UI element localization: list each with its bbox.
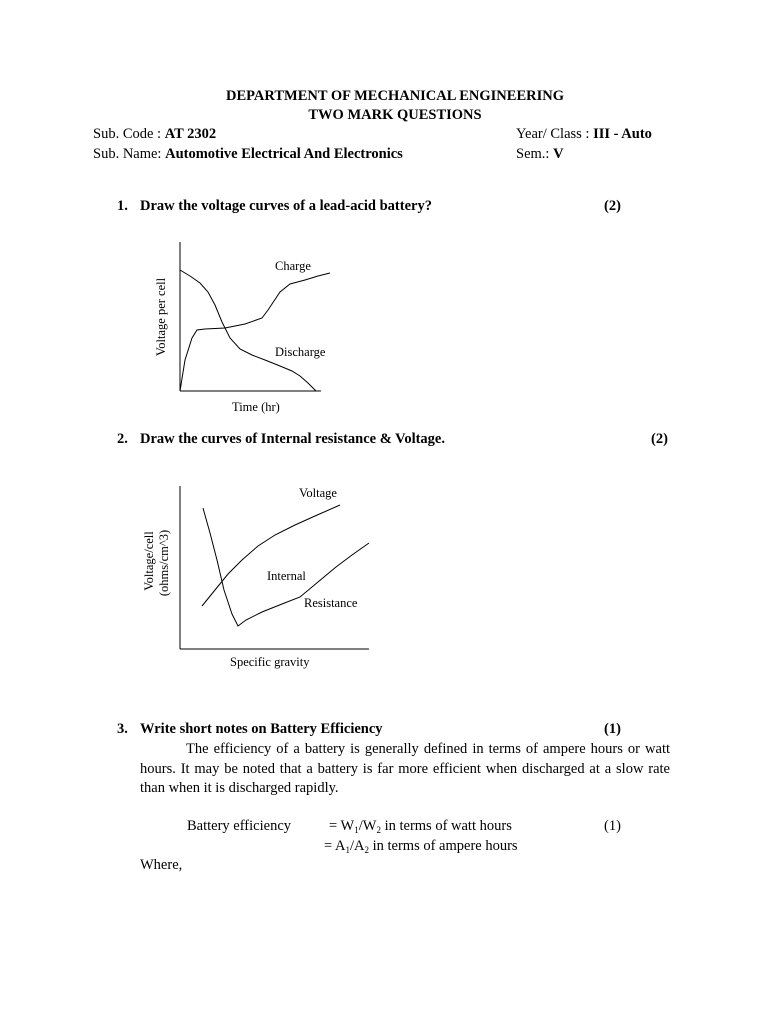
formula1-sub2: 2 [376, 825, 381, 835]
question-2-marks: (2) [651, 431, 668, 447]
formula2-mid: /A [349, 838, 365, 854]
year-class [516, 126, 652, 143]
semester-value: V [553, 146, 564, 162]
figure2-x-axis-label: Specific gravity [230, 655, 310, 669]
formula2-prefix: = A [324, 838, 346, 854]
semester-label: Sem.: [516, 146, 554, 162]
figure-resistance-voltage-curves [130, 475, 380, 675]
question-2-number: 2. [117, 431, 128, 447]
figure1-charge-curve [180, 273, 330, 391]
department-title: DEPARTMENT OF MECHANICAL ENGINEERING [226, 88, 564, 104]
year-class-label: Year/ Class : [516, 126, 594, 142]
figure1-discharge-curve [180, 270, 316, 391]
subject-name-value: Automotive Electrical And Electronics [165, 146, 403, 162]
question-3-marks: (1) [604, 721, 621, 737]
formula1-mid: /W [358, 818, 377, 834]
formula1-prefix: = W [329, 818, 355, 834]
figure1-label-discharge: Discharge [275, 345, 326, 359]
question-2-text: Draw the curves of Internal resistance & Voltage. [140, 431, 445, 447]
figure2-label-internal: Internal [267, 569, 306, 583]
formula1-suffix: in terms of watt hours [380, 818, 512, 834]
subject-name-label: Sub. Name: [93, 146, 166, 162]
figure2-y-axis-label-line1: Voltage/cell [142, 531, 156, 591]
question-1-number: 1. [117, 198, 128, 214]
year-class-value: III - Auto [593, 126, 652, 142]
subject-code-value: AT 2302 [164, 126, 217, 142]
efficiency-paragraph: The efficiency of a battery is generally defined in terms of ampere hours or watt hours. It may be noted that a battery is far more efficient when discharged at a slow rate than when it is discharged rapidly. [140, 741, 670, 796]
figure2-label-resistance: Resistance [304, 596, 358, 610]
formula2-suffix: in terms of ampere hours [368, 838, 518, 854]
where-label: Where, [140, 857, 183, 873]
figure-lead-acid-voltage-curves [140, 230, 360, 420]
question-3-number: 3. [117, 721, 128, 737]
formula-ampere-hours [324, 837, 518, 857]
figure1-label-charge: Charge [275, 259, 311, 273]
subject-code [93, 126, 216, 143]
question-3-text: Write short notes on Battery Efficiency [140, 721, 383, 737]
formula-marks: (1) [604, 818, 621, 834]
formula2-sub2: 2 [364, 845, 369, 855]
subject-code-label: Sub. Code : [93, 126, 165, 142]
formula-watt-hours [329, 817, 512, 837]
subject-name [93, 146, 403, 163]
figure2-label-voltage: Voltage [299, 486, 337, 500]
question-1-marks: (2) [604, 198, 621, 214]
formula-label: Battery efficiency [187, 818, 291, 834]
question-1-text: Draw the voltage curves of a lead-acid battery? [140, 198, 432, 214]
document-subtitle: TWO MARK QUESTIONS [308, 107, 482, 123]
figure1-x-axis-label: Time (hr) [232, 400, 280, 414]
formula1-sub1: 1 [354, 825, 359, 835]
figure2-y-axis-label-line2: (ohms/cm^3) [157, 529, 171, 597]
figure2-voltage-curve [202, 505, 340, 606]
formula2-sub1: 1 [345, 845, 350, 855]
semester [516, 146, 564, 163]
figure1-y-axis-label: Voltage per cell [154, 277, 168, 357]
